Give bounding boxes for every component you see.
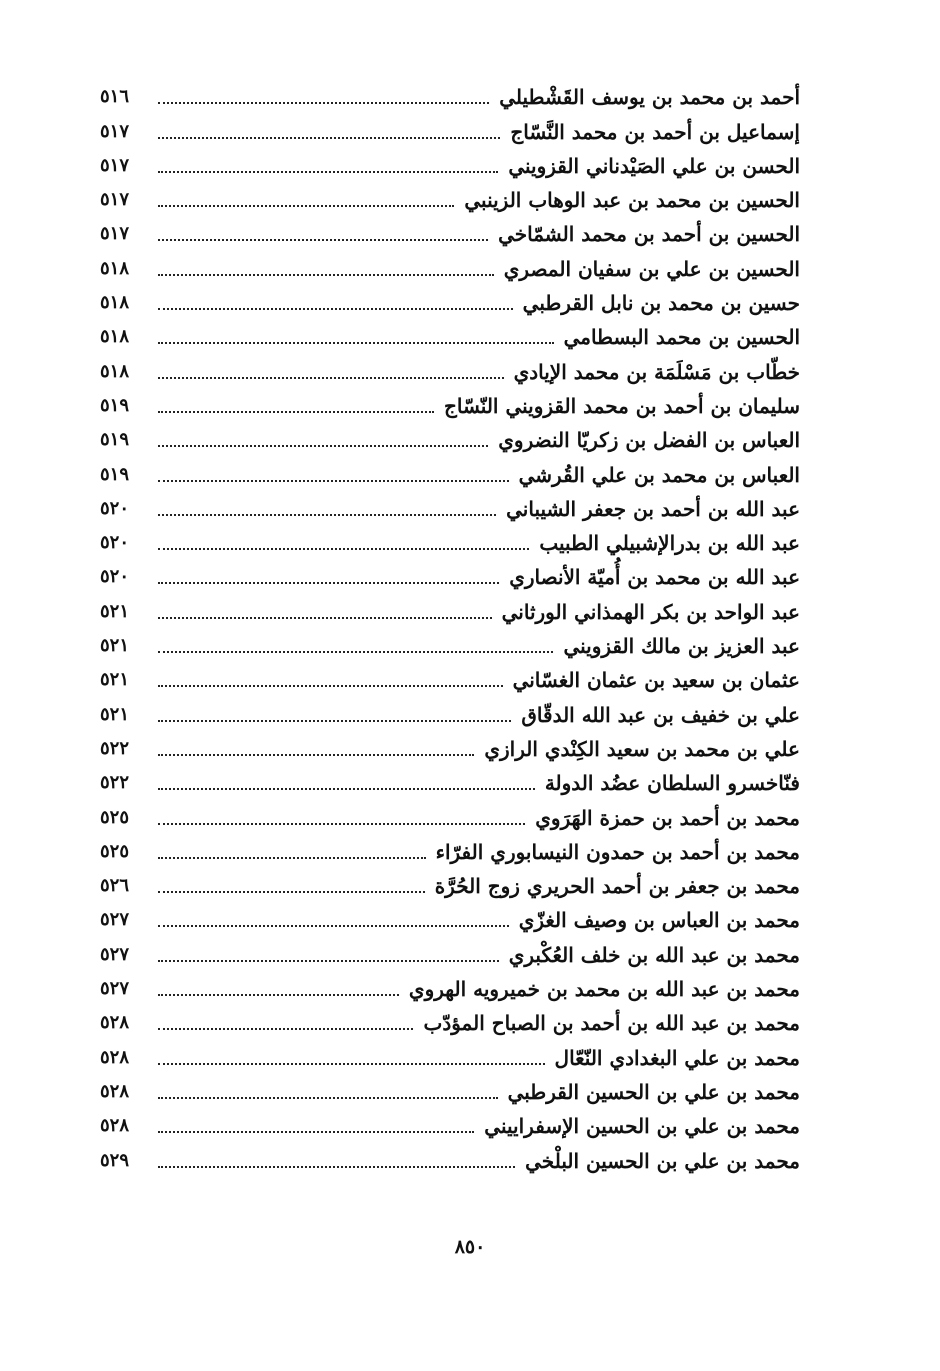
dot-leader: [158, 1097, 498, 1099]
entry-name: الحسين بن محمد بن عبد الوهاب الزينبي: [464, 188, 800, 213]
entry-name: عثمان بن سعيد بن عثمان الغسّاني: [512, 668, 800, 693]
dot-leader: [158, 720, 511, 722]
entry-name: محمد بن عبد الله بن خلف العُكْبري: [508, 942, 800, 967]
dot-leader: [158, 788, 535, 790]
index-entry: [100, 318, 800, 352]
index-entry: [100, 147, 800, 181]
entry-page-number: ٥١٧: [100, 189, 130, 211]
entry-page-number: ٥٢٢: [100, 737, 130, 759]
entry-page-number: ٥١٨: [100, 257, 130, 279]
entry-page-number: ٥١٩: [100, 463, 130, 485]
entry-page-number: ٥٢٠: [100, 497, 130, 519]
dot-leader: [158, 239, 488, 241]
entry-name: علي بن خفيف بن عبد الله الدقّاق: [521, 702, 800, 727]
index-entry: [100, 421, 800, 455]
index-entry: [100, 935, 800, 969]
index-entry: [100, 627, 800, 661]
dot-leader: [158, 342, 554, 344]
dot-leader: [158, 171, 498, 173]
index-entry: [100, 112, 800, 146]
index-entry: [100, 901, 800, 935]
dot-leader: [158, 548, 529, 550]
index-entry: [100, 1073, 800, 1107]
entry-page-number: ٥٢٥: [100, 806, 130, 828]
entry-name: محمد بن علي بن الحسين القرطبي: [507, 1079, 800, 1104]
entry-page-number: ٥٢٨: [100, 1115, 130, 1137]
dot-leader: [158, 137, 500, 139]
dot-leader: [158, 377, 504, 379]
dot-leader: [158, 857, 426, 859]
dot-leader: [158, 1131, 474, 1133]
index-entry: [100, 249, 800, 283]
entry-name: الحسين بن أحمد بن محمد الشمّاخي: [498, 222, 800, 247]
dot-leader: [158, 994, 399, 996]
entry-name: محمد بن أحمد بن حمزة الهَرَوي: [535, 805, 800, 830]
dot-leader: [158, 480, 509, 482]
entry-page-number: ٥٢٥: [100, 840, 130, 862]
dot-leader: [158, 960, 499, 962]
entry-name: محمد بن عبد الله بن أحمد بن الصباح المؤدّب: [423, 1011, 800, 1036]
entry-page-number: ٥٢١: [100, 635, 130, 657]
dot-leader: [158, 205, 454, 207]
dot-leader: [158, 582, 499, 584]
entry-name: حسين بن محمد بن نابل القرطبي: [522, 291, 800, 316]
entry-page-number: ٥٢٧: [100, 909, 130, 931]
dot-leader: [158, 925, 509, 927]
index-list: [100, 78, 800, 1176]
dot-leader: [158, 617, 492, 619]
entry-page-number: ٥٢١: [100, 669, 130, 691]
index-entry: [100, 1141, 800, 1175]
index-entry: [100, 284, 800, 318]
entry-page-number: ٥٢٢: [100, 772, 130, 794]
entry-page-number: ٥٢٨: [100, 1080, 130, 1102]
entry-page-number: ٥٢٧: [100, 978, 130, 1000]
entry-name: محمد بن جعفر بن أحمد الحريري زوج الحُرَّة: [434, 874, 800, 899]
dot-leader: [158, 685, 503, 687]
entry-name: سليمان بن أحمد بن محمد القزويني النّسّاج: [443, 393, 800, 418]
entry-name: عبد الواحد بن بكر الهمذاني الورثاني: [501, 599, 800, 624]
index-entry: [100, 730, 800, 764]
entry-page-number: ٥١٦: [100, 86, 130, 108]
index-entry: [100, 181, 800, 215]
entry-name: محمد بن العباس بن وصيف الغزّي: [518, 908, 800, 933]
index-entry: [100, 1107, 800, 1141]
index-entry: [100, 524, 800, 558]
entry-page-number: ٥٢١: [100, 703, 130, 725]
dot-leader: [158, 102, 489, 104]
index-entry: [100, 455, 800, 489]
entry-page-number: ٥١٨: [100, 326, 130, 348]
index-entry: [100, 490, 800, 524]
index-entry: [100, 867, 800, 901]
index-entry: [100, 352, 800, 386]
dot-leader: [158, 411, 434, 413]
dot-leader: [158, 274, 494, 276]
index-entry: [100, 1004, 800, 1038]
dot-leader: [158, 891, 425, 893]
entry-name: عبد الله بن أحمد بن جعفر الشيباني: [506, 496, 800, 521]
dot-leader: [158, 1028, 413, 1030]
index-entry: [100, 592, 800, 626]
entry-name: العباس بن محمد بن علي القُرشي: [518, 462, 800, 487]
entry-name: محمد بن علي بن الحسين الإسفراييني: [484, 1114, 800, 1139]
entry-name: محمد بن أحمد بن حمدون النيسابوري الفرّاء: [435, 839, 800, 864]
entry-name: الحسين بن محمد البسطامي: [563, 325, 800, 350]
entry-name: الحسن بن علي الصَيْدناني القزويني: [508, 153, 800, 178]
index-entry: [100, 1038, 800, 1072]
dot-leader: [158, 823, 525, 825]
entry-page-number: ٥٢٩: [100, 1149, 130, 1171]
entry-name: عبد الله بن محمد بن أُميّة الأنصاري: [509, 565, 800, 590]
index-entry: [100, 661, 800, 695]
entry-name: محمد بن علي البغدادي النّعّال: [554, 1045, 800, 1070]
entry-name: أحمد بن محمد بن يوسف القَشْطيلي: [499, 85, 800, 110]
entry-name: عبد الله بن بدرالإشبيلي الطبيب: [539, 531, 800, 556]
index-entry: [100, 78, 800, 112]
entry-name: عبد العزيز بن مالك القزويني: [563, 634, 800, 659]
dot-leader: [158, 308, 513, 310]
entry-page-number: ٥٢٦: [100, 875, 130, 897]
index-entry: [100, 833, 800, 867]
entry-page-number: ٥١٩: [100, 394, 130, 416]
index-entry: [100, 215, 800, 249]
entry-name: خطّاب بن مَسْلَمَة بن محمد الإيادي: [513, 359, 800, 384]
entry-name: محمد بن عبد الله بن محمد بن خميرويه الهروي: [408, 977, 800, 1002]
entry-page-number: ٥١٧: [100, 223, 130, 245]
entry-page-number: ٥٢٨: [100, 1012, 130, 1034]
index-entry: [100, 798, 800, 832]
entry-page-number: ٥١٨: [100, 292, 130, 314]
index-entry: [100, 558, 800, 592]
index-entry: [100, 695, 800, 729]
dot-leader: [158, 1166, 515, 1168]
index-entry: [100, 970, 800, 1004]
index-entry: [100, 764, 800, 798]
entry-page-number: ٥٢٠: [100, 566, 130, 588]
entry-page-number: ٥١٨: [100, 360, 130, 382]
dot-leader: [158, 754, 474, 756]
dot-leader: [158, 1063, 545, 1065]
entry-name: الحسين بن علي بن سفيان المصري: [503, 256, 800, 281]
entry-name: العباس بن الفضل بن زكريّا النضروي: [498, 428, 800, 453]
entry-page-number: ٥٢٧: [100, 943, 130, 965]
dot-leader: [158, 514, 496, 516]
index-entry: [100, 387, 800, 421]
entry-page-number: ٥١٩: [100, 429, 130, 451]
entry-name: فنّاخسرو السلطان عضُد الدولة: [544, 771, 800, 796]
entry-page-number: ٥١٧: [100, 120, 130, 142]
entry-page-number: ٥٢٠: [100, 532, 130, 554]
entry-name: محمد بن علي بن الحسين البلْخي: [525, 1148, 800, 1173]
page-number: ٨٥٠: [454, 1236, 486, 1258]
entry-page-number: ٥٢١: [100, 600, 130, 622]
entry-page-number: ٥٢٨: [100, 1046, 130, 1068]
dot-leader: [158, 445, 488, 447]
entry-page-number: ٥١٧: [100, 154, 130, 176]
dot-leader: [158, 651, 553, 653]
entry-name: إسماعيل بن أحمد بن محمد النَّسّاج: [510, 119, 800, 144]
entry-name: علي بن محمد بن سعيد الكِنْدي الرازي: [484, 736, 800, 761]
